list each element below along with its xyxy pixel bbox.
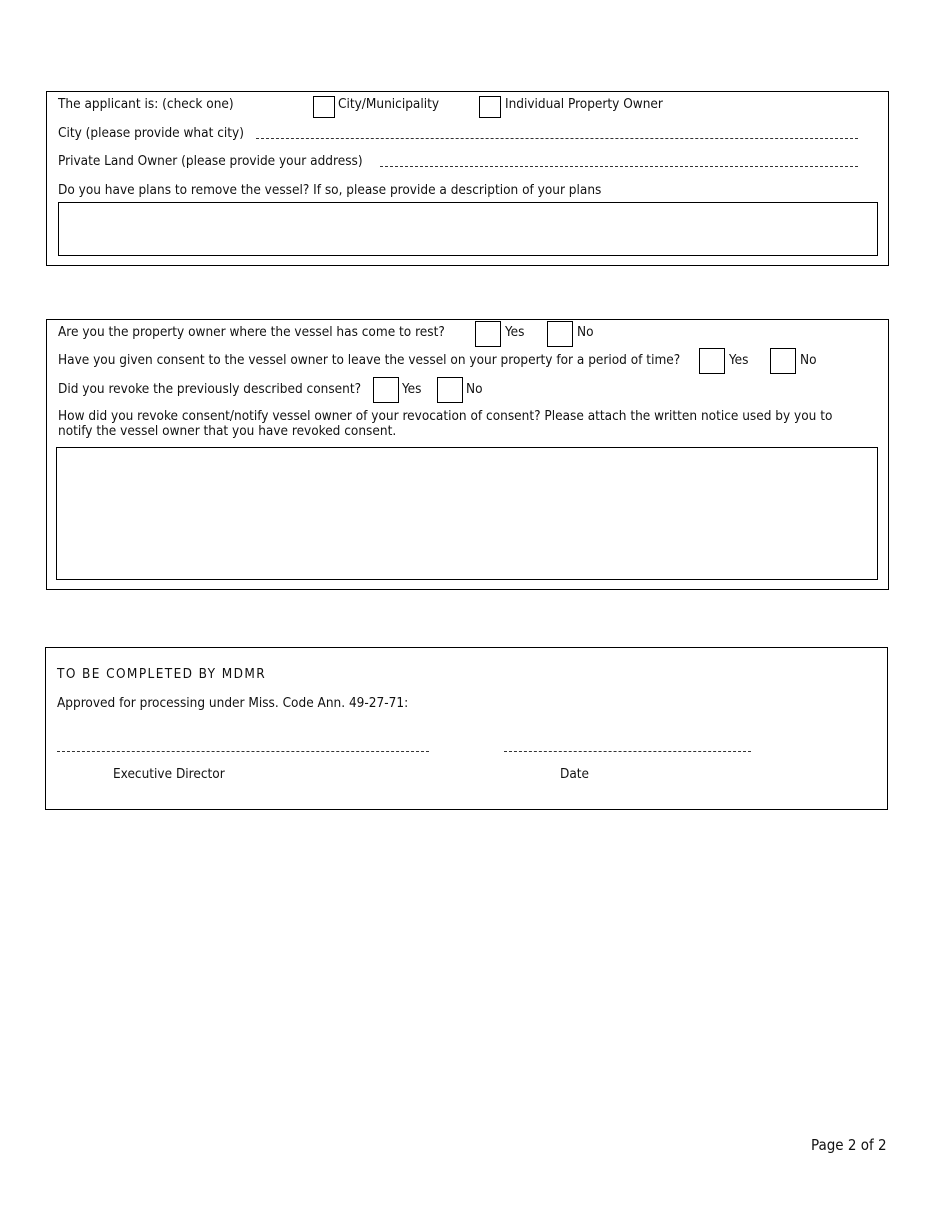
q3-no-checkbox[interactable] bbox=[437, 377, 463, 403]
private-owner-field-label: Private Land Owner (please provide your address) bbox=[58, 153, 363, 169]
city-field-label: City (please provide what city) bbox=[58, 125, 244, 141]
revocation-method-textarea[interactable] bbox=[56, 447, 878, 580]
individual-owner-checkbox[interactable] bbox=[479, 96, 501, 118]
date-line[interactable] bbox=[504, 751, 751, 752]
removal-plans-textarea[interactable] bbox=[58, 202, 878, 256]
q2-no-checkbox[interactable] bbox=[770, 348, 796, 374]
city-input-line[interactable] bbox=[256, 138, 858, 139]
property-owner-question: Are you the property owner where the vessel has come to rest? bbox=[58, 324, 445, 340]
q1-yes-label: Yes bbox=[505, 324, 525, 340]
city-municipality-label: City/Municipality bbox=[338, 96, 440, 112]
mdmr-header: TO BE COMPLETED BY MDMR bbox=[57, 666, 267, 682]
q1-no-checkbox[interactable] bbox=[547, 321, 573, 347]
date-label: Date bbox=[560, 766, 590, 782]
removal-plans-label: Do you have plans to remove the vessel? If so, please provide a description of your plans bbox=[58, 182, 602, 198]
page-number: Page 2 of 2 bbox=[811, 1136, 887, 1154]
q1-yes-checkbox[interactable] bbox=[475, 321, 501, 347]
q3-yes-label: Yes bbox=[402, 381, 422, 397]
individual-owner-label: Individual Property Owner bbox=[505, 96, 663, 112]
q3-yes-checkbox[interactable] bbox=[373, 377, 399, 403]
applicant-type-label: The applicant is: (check one) bbox=[58, 96, 234, 112]
q1-no-label: No bbox=[577, 324, 594, 340]
q2-yes-label: Yes bbox=[729, 352, 749, 368]
revoke-question: Did you revoke the previously described consent? bbox=[58, 381, 362, 397]
revocation-method-question: How did you revoke consent/notify vessel owner of your revocation of consent? Please attach the written notice used by you to notify the vessel owner that you have revoked consent. bbox=[58, 408, 833, 439]
approval-statement: Approved for processing under Miss. Code Ann. 49-27-71: bbox=[57, 695, 409, 711]
city-municipality-checkbox[interactable] bbox=[313, 96, 335, 118]
consent-question: Have you given consent to the vessel owner to leave the vessel on your property for a period of time? bbox=[58, 352, 681, 368]
q2-no-label: No bbox=[800, 352, 817, 368]
q2-yes-checkbox[interactable] bbox=[699, 348, 725, 374]
address-input-line[interactable] bbox=[380, 166, 858, 167]
executive-director-signature-line[interactable] bbox=[57, 751, 429, 752]
executive-director-label: Executive Director bbox=[113, 766, 225, 782]
q3-no-label: No bbox=[466, 381, 483, 397]
